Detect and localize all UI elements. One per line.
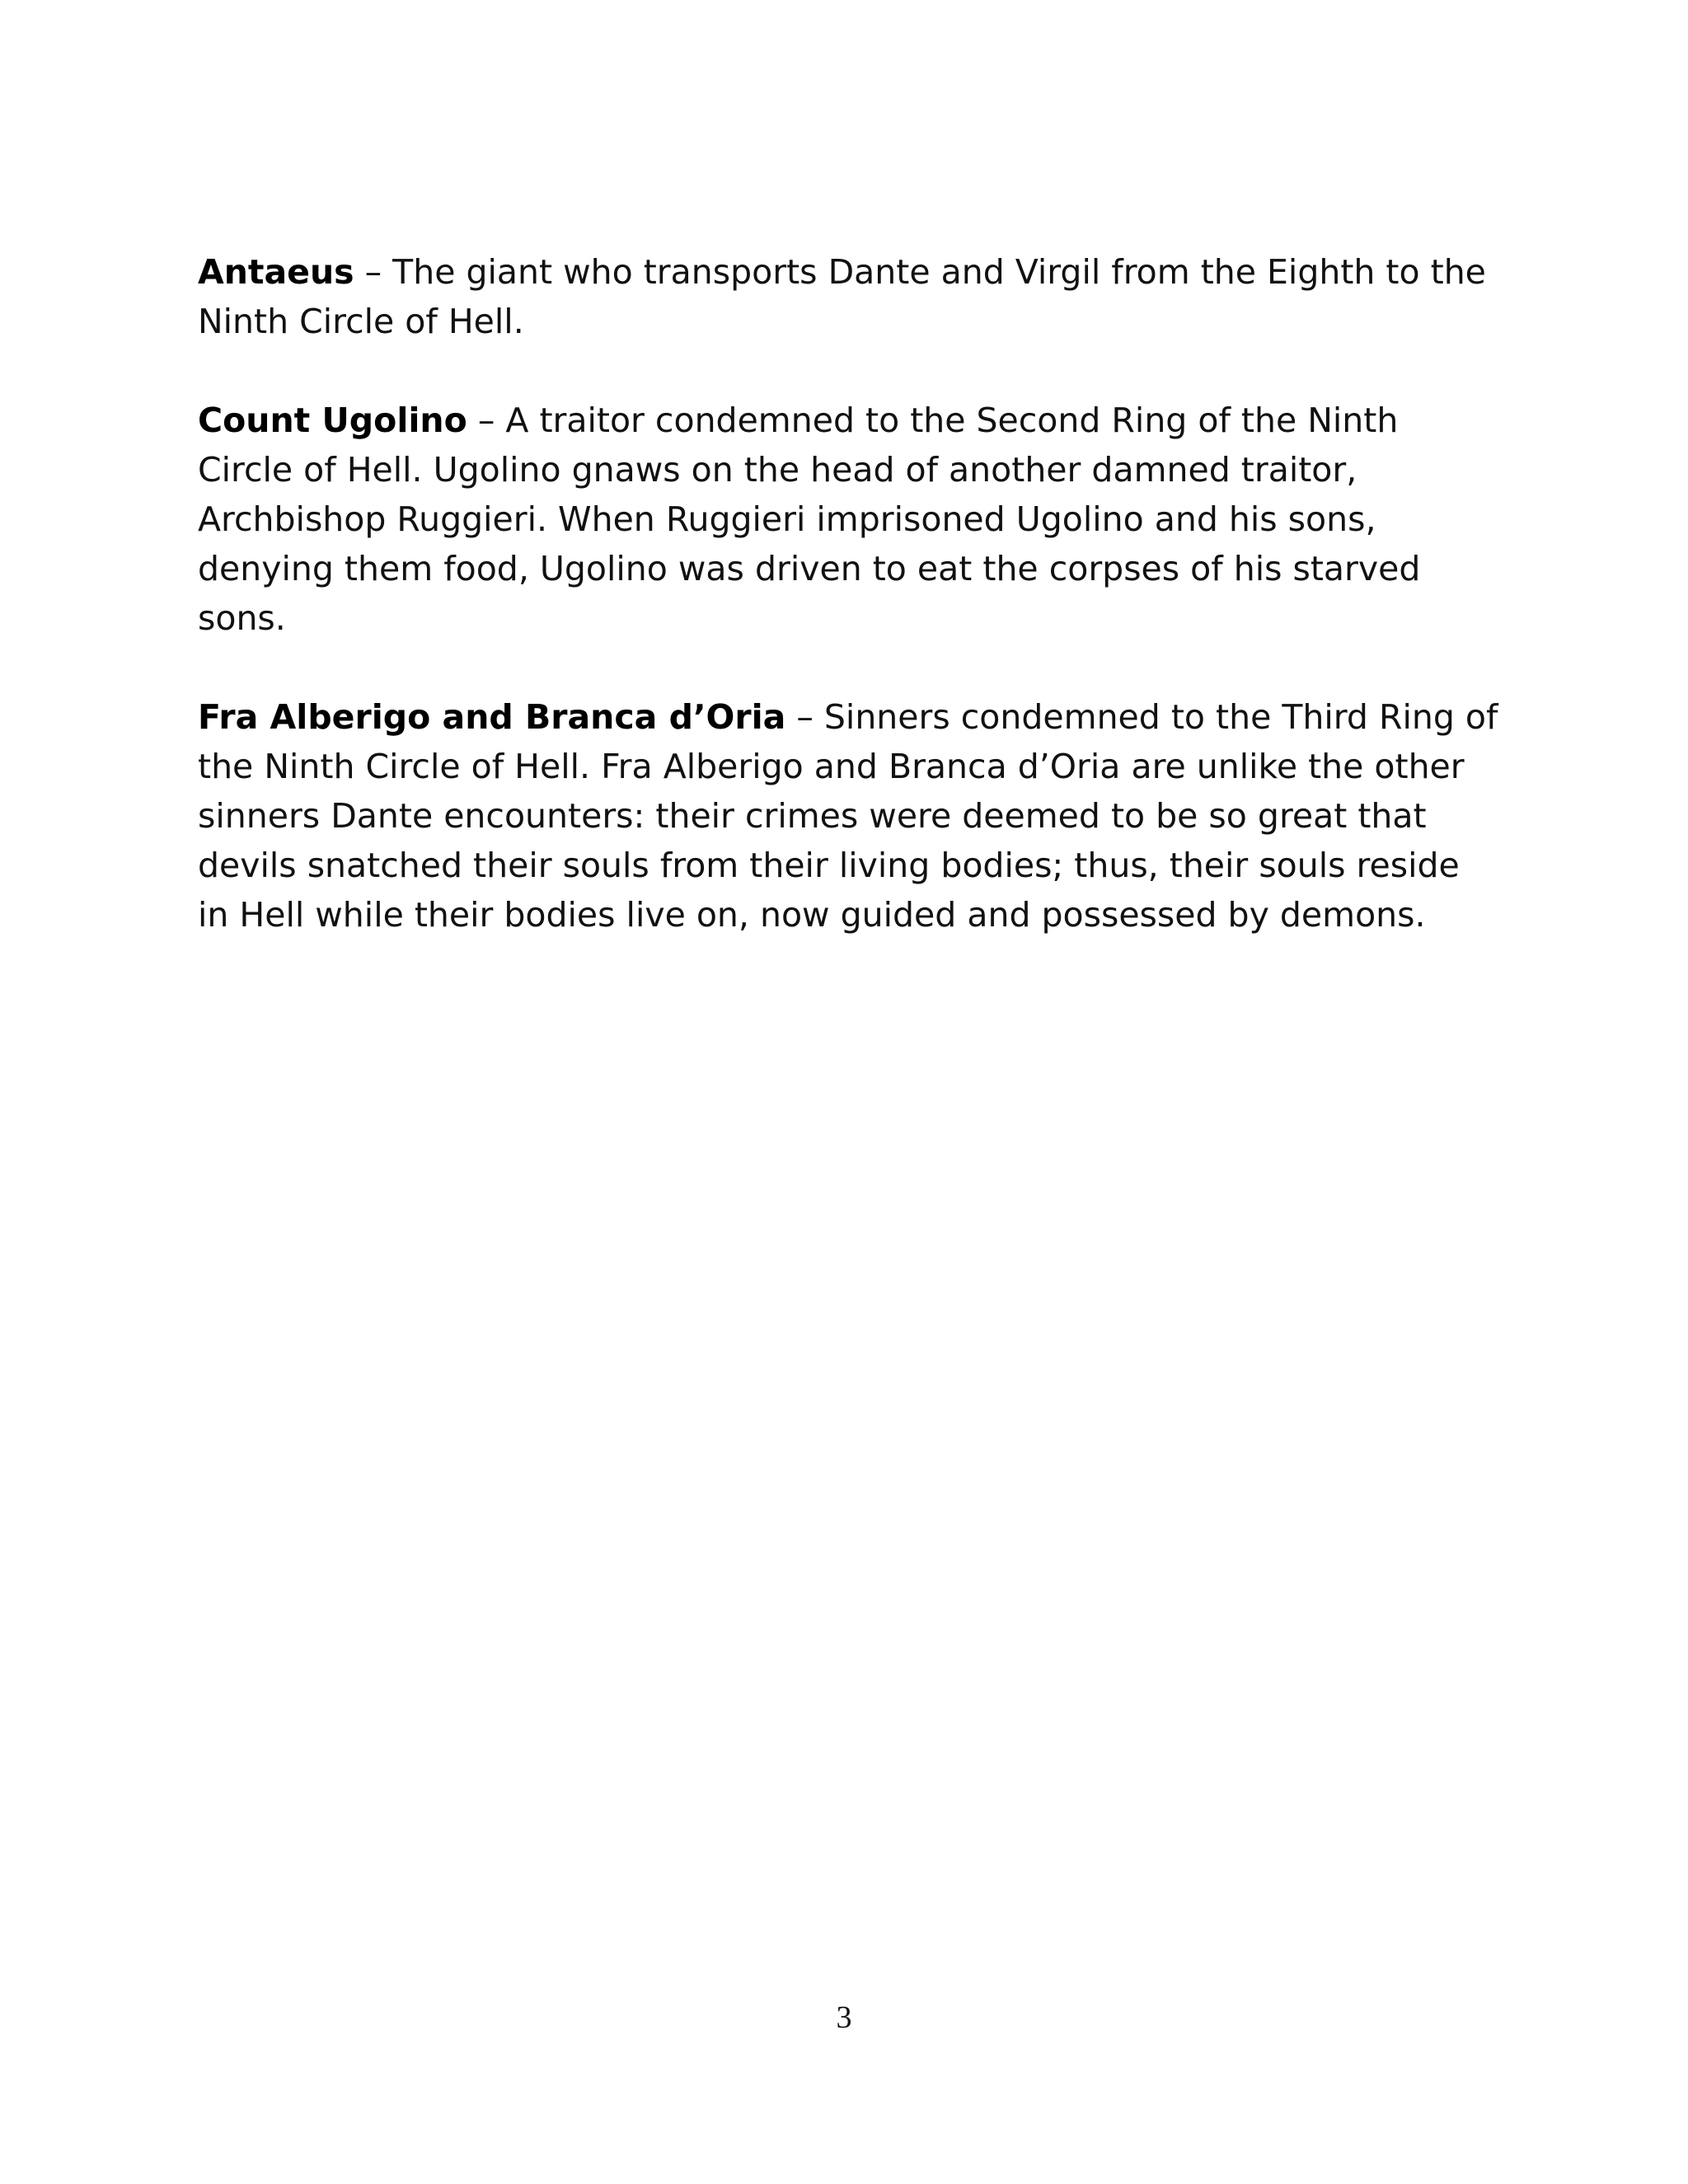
entry-separator: –: [354, 252, 393, 292]
entry-antaeus: [198, 247, 1500, 346]
entry-term: Antaeus: [198, 252, 354, 292]
entry-separator: –: [467, 401, 506, 440]
entry-definition: The giant who transports Dante and Virgil from the Eighth to the Ninth Circle of Hell.: [198, 252, 1486, 341]
entry-count-ugolino: [198, 396, 1500, 643]
entry-definition: Sinners condemned to the Third Ring of the Ninth Circle of Hell. Fra Alberigo and Branca d’Oria are unlike the other sinners Dante encounters: their crimes were deemed to be so great that devils snatched their souls from their living bodies; thus, their souls reside in Hell while their bodies live on, now guided and possessed by demons.: [198, 697, 1498, 935]
entry-separator: –: [785, 697, 824, 737]
entry-definition: A traitor condemned to the Second Ring of the Ninth Circle of Hell. Ugolino gnaws on the head of another damned traitor, Archbishop Ruggieri. When Ruggieri imprisoned Ugolino and his sons, denying them food, Ugolino was driven to eat the corpses of his starved sons.: [198, 401, 1421, 638]
entry-fra-alberigo-branca-doria: [198, 692, 1500, 940]
glossary-body: [198, 247, 1500, 989]
entry-term: Count Ugolino: [198, 401, 467, 440]
page-number: 3: [836, 2000, 852, 2035]
entry-term: Fra Alberigo and Branca d’Oria: [198, 697, 786, 737]
